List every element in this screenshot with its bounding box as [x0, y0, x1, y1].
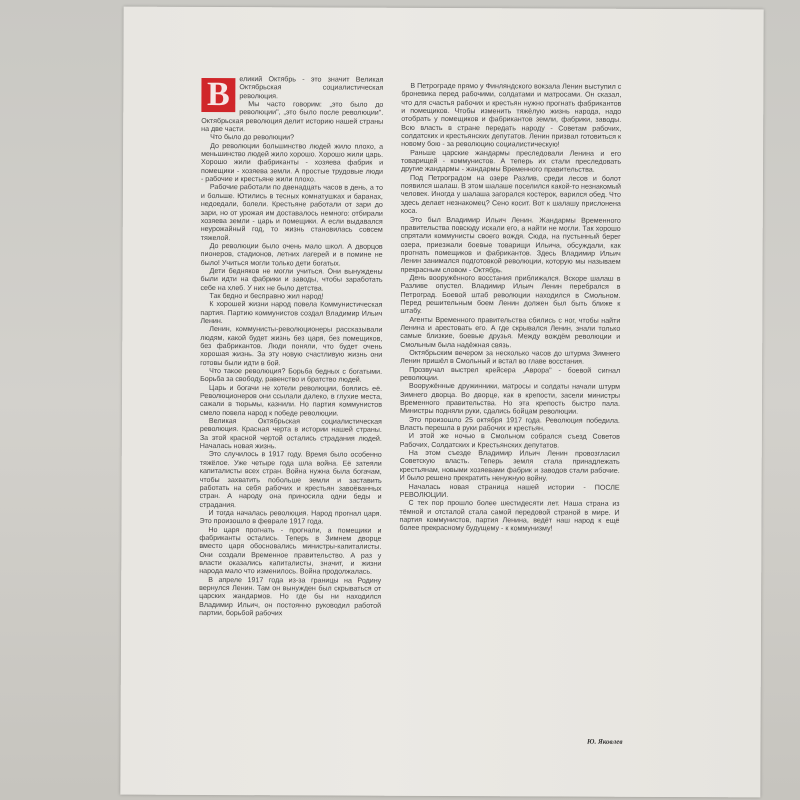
author-signature: Ю. Яковлев: [587, 737, 623, 746]
paragraph: До революции большинство людей жило плохо, а меньшинство людей жило хорошо. Хорошо жили царь. Хорошо жили фабриканты - хозяева фабрик и помещики - хозяева земли. А простые трудовые люди - рабочие и крестьяне жили плохо.: [200, 141, 384, 184]
drop-cap-letter: В: [201, 78, 235, 112]
paragraph: Мы часто говорим: „это было до революции", „это было после революции". Октябрьская революция делит историю нашей страны на две части.: [201, 100, 384, 134]
left-text-column: [198, 75, 383, 768]
paragraph: Великая Октябрьская социалистическая революция. Красная черта в истории нашей страны. За этой красной чертой остались страдания людей. Началась новая жизнь.: [199, 417, 382, 451]
paragraph: Раньше царские жандармы преследовали Ленина и его товарищей - коммунистов. А теперь их стали преследовать другие жандармы - жандармы Временного правительства.: [400, 148, 622, 175]
paragraph: Царь и богачи не хотели революции, боялись её. Революционеров они ссылали далеко, в глухие места, сажали в тюрьмы, казнили. Но партия коммунистов смело повела народ к победе революции.: [199, 383, 383, 418]
paragraph: Но царя прогнать - прогнали, а помещики и фабриканты остались. Теперь в Зимнем дворце вместо царя обосновались министры-капиталисты. Они создали Временное правительство. А раз у власти оказались капиталисты, значит, и жизни народа мало что изменилось. Война продолжалась.: [199, 525, 382, 576]
paragraph: В Петрограде прямо у Финляндского вокзала Ленин выступил с броневика перед рабочими, солдатами и матросами. Он сказал, что для счастья рабочих и крестьян нужно прогнать фабрикантов и помещиков. Чтобы изменить тяжёлую жизнь народа, надо отобрать у помещиков и фабрикантов земли, фабрики, заводы. Всю власть в стране передать народу - Советам рабочих, солдатских и крестьянских депутатов. Ленин призвал готовиться к новому бою - за революцию социалистическую!: [401, 81, 622, 149]
paragraph: И этой же ночью в Смольном собрался съезд Советов Рабочих, Солдатских и Крестьянских депутатов.: [399, 432, 620, 450]
paragraph: День вооружённого восстания приближался. Вскоре шалаш в Разливе опустел. Владимир Ильич Ленин перебрался в Петроград. Боевой штаб революции находился в Смольном. Перед решительным боем Ленин должен был быть ближе к штабу.: [400, 273, 621, 316]
right-text-column: [399, 82, 622, 743]
paragraph: Вооружённые дружинники, матросы и солдаты начали штурм Зимнего дворца. Во дворце, как в крепости, засели министры Временного правительства. Но эта крепость быстро пала. Министры подняли руки, сдались бойцам революции.: [399, 382, 621, 417]
paragraph: Это случилось в 1917 году. Время было особенно тяжёлое. Уже четыре года шла война. Её затеяли капиталисты всех стран. Война нужна была богачам, чтобы захватить побольше земли и заставить работать на себя рабочих и крестьян завоёванных стран. А народу она приносила одни беды и страдания.: [199, 450, 382, 509]
paragraph: Под Петроградом на озере Разлив, среди лесов и болот появился шалаш. В этом шалаше поселился какой-то незнакомый человек. Иногда у шалаша загорался костерок, варился обед. Что здесь делает незнакомец? Сено косит. Вот к шалашу прислонена коса.: [400, 173, 621, 216]
paragraph: С тех пор прошло более шестидесяти лет. Наша страна из тёмной и отсталой стала самой передовой страной в мире. И партия коммунистов, партия Ленина, ведёт наш народ к ещё более прекрасному будущему - к коммунизму!: [399, 499, 620, 533]
paragraph: Рабочие работали по двенадцать часов в день, а то и больше. Ютились в тесных комнатушках и баранах, недоедали, болели. Крестьяне работали от зари до зари, но от урожая им доставалось немного: отбирали хозяева земли - царь и помещики. А если выдавался неурожайный год, то жизнь становилась совсем тяжелой.: [200, 183, 383, 242]
paragraph: Октябрьским вечером за несколько часов до штурма Зимнего Ленин пришёл в Смольный и встал во главе восстания.: [400, 348, 621, 366]
paragraph: Это произошло 25 октября 1917 года. Революция победила. Власть перешла в руки рабочих и крестьян.: [399, 415, 620, 433]
paragraph: На этом съезде Владимир Ильич Ленин провозгласил Советскую власть. Теперь земля стала принадлежать крестьянам, новыми хозяевами фабрик и заводов стали рабочие. И было решено прекратить ненужную войну.: [399, 448, 620, 483]
paragraph: Агенты Временного правительства сбились с ног, чтобы найти Ленина и арестовать его. А где скрывался Ленин, знали только самые близкие, боевые друзья. Между вождём революции и Смольным была надёжная связь.: [400, 315, 621, 349]
paragraph: Ленин, коммунисты-революционеры рассказывали людям, какой будет жизнь без царя, без помещиков, без фабрикантов. Люди поняли, что будет очень хорошая жизнь. За эту новую счастливую жизнь они готовы были идти в бой.: [200, 325, 383, 367]
paragraph: Что такое революция? Борьба бедных с богатыми. Борьба за свободу, равенство и братство людей.: [200, 367, 383, 385]
paragraph: Началась новая страница нашей истории - ПОСЛЕ РЕВОЛЮЦИИ.: [399, 482, 620, 499]
paragraph: Дети бедняков не могли учиться. Они вынуждены были идти на фабрики и заводы, чтобы заработать себе на хлеб. У них не было детства.: [200, 266, 383, 293]
paragraph: Что было до революции?: [210, 133, 295, 142]
paragraph: Это был Владимир Ильич Ленин. Жандармы Временного правительства повсюду искали его, а найти не могли. Так хорошо спрятали коммунисты своего вождя. Сюда, на пустынный берег озера, приезжали боевые товарищи Ильича, обсуждали, как прогнать помещиков и фабрикантов. Здесь Владимир Ильич Ленин занимался подготовкой революции, которую мы называем прекрасным словом - Октябрь.: [400, 215, 621, 274]
paragraph: еликий Октябрь - это значит Великая Октябрьская социалистическая революция.: [239, 75, 384, 100]
paragraph: В апреле 1917 года из-за границы на Родину вернулся Ленин. Там он вынужден был скрываться от царских жандармов. Но где бы ни находился Владимир Ильич, он постоянно руководил работой партии, борьбой рабочих: [199, 575, 382, 618]
paragraph: Прозвучал выстрел крейсера „Аврора" - боевой сигнал революции.: [400, 365, 621, 383]
magazine-page: [120, 7, 763, 798]
paragraph: К хорошей жизни народ повела Коммунистическая партия. Партию коммунистов создал Владимир Ильич Ленин.: [200, 300, 383, 326]
paragraph: И тогда началась революция. Народ прогнал царя. Это произошло в феврале 1917 года.: [199, 508, 382, 526]
paragraph: Так бедно и бесправно жил народ!: [209, 291, 324, 301]
paragraph: До революции было очень мало школ. А дворцов пионеров, стадионов, летних лагерей и в помине не было! Учиться могли только дети богатых.: [200, 241, 383, 268]
